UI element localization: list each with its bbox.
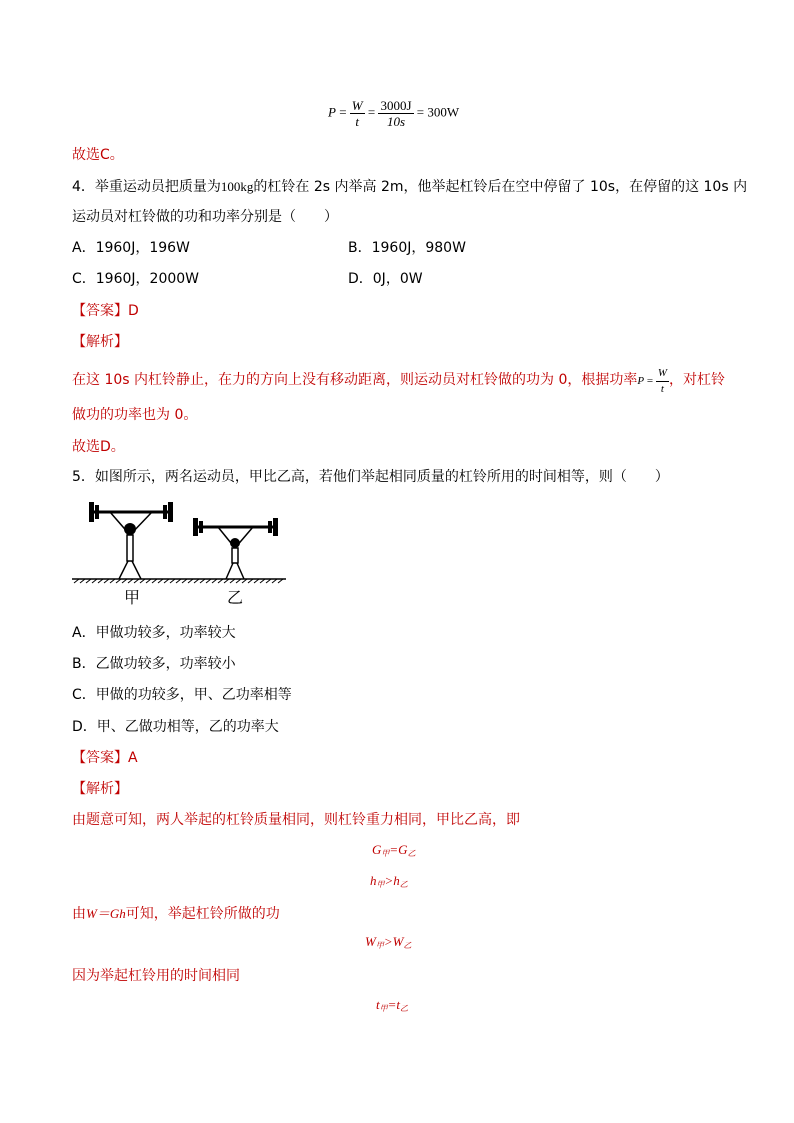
q5-analysis-line2: [72, 903, 280, 923]
q5-formula-h: [370, 873, 408, 890]
q5-formula-w: [365, 934, 411, 951]
formula-sub: 乙: [399, 880, 408, 889]
formula-var: t: [396, 997, 401, 1012]
q4-stem-line1: [72, 176, 747, 196]
q4-analysis-line1: [72, 366, 725, 397]
formula-op: =: [387, 997, 397, 1012]
label-yi: 乙: [227, 588, 244, 607]
q4-answer: 【答案】D: [72, 303, 139, 319]
q5-analysis-line1: 由题意可知，两人举起的杠铃质量相同，则杠铃重力相同，甲比乙高，即: [72, 812, 520, 828]
formula-var: G: [372, 842, 382, 857]
formula-eq: =: [644, 375, 656, 388]
formula-eq: =: [335, 104, 350, 120]
q4-conclusion: 故选D。: [72, 439, 125, 455]
formula-var: t: [376, 997, 380, 1012]
q4-stem-line2: 运动员对杠铃做的功和功率分别是（ ）: [72, 209, 338, 225]
formula-var: h: [393, 873, 400, 888]
power-formula-top: [328, 98, 459, 129]
q5-formula-t: [376, 997, 408, 1014]
formula-var: W: [365, 934, 376, 949]
q5-analysis-label: 【解析】: [72, 781, 128, 797]
q5-analysis-text: 可知，举起杠铃所做的功: [125, 906, 280, 922]
q5-analysis-line3: 因为举起杠铃用的时间相同: [72, 968, 240, 984]
q4-power-formula: [637, 367, 669, 395]
frac-den: t: [355, 114, 360, 129]
q5-answer: 【答案】A: [72, 750, 138, 766]
formula-sub: 甲: [379, 1004, 388, 1013]
formula-sub: 乙: [407, 849, 416, 858]
q5-analysis-text: 由: [72, 906, 86, 922]
formula-op: =: [389, 842, 399, 857]
weightlifters-figure: [72, 495, 288, 613]
q4-stem-part: 4．举重运动员把质量为: [72, 179, 221, 195]
fraction-w-over-t: [656, 366, 669, 397]
formula-sub: 甲: [375, 941, 384, 950]
formula-var: G: [398, 842, 408, 857]
work-formula: W＝Gh: [86, 906, 126, 921]
formula-sub: 甲: [376, 880, 385, 889]
q4-mass: 100kg: [220, 179, 254, 194]
formula-eq: =: [364, 104, 379, 120]
q4-analysis-text: 在这 10s 内杠铃静止，在力的方向上没有移动距离，则运动员对杠铃做的功为 0，根据功率: [72, 372, 638, 389]
formula-var: h: [370, 873, 377, 888]
formula-p: P: [328, 104, 336, 120]
formula-p: P: [637, 375, 645, 388]
frac-den: t: [660, 383, 664, 395]
q5-option-c: C．甲做的功较多，甲、乙功率相等: [72, 687, 292, 703]
q4-analysis-text: ，对杠铃: [669, 372, 725, 389]
q5-formula-g: [372, 842, 416, 859]
frac-num: W: [656, 366, 669, 382]
formula-var: W: [392, 934, 404, 949]
q5-stem: 5．如图所示，两名运动员，甲比乙高，若他们举起相同质量的杠铃所用的时间相等，则（ ）: [72, 469, 669, 485]
q4-option-c: C．1960J，2000W: [72, 271, 200, 287]
formula-op: >: [384, 873, 394, 888]
lifter-yi: [193, 518, 278, 579]
formula-sub: 甲: [381, 849, 390, 858]
lifter-jia: [89, 502, 173, 579]
formula-result: 300W: [427, 104, 460, 120]
q4-analysis-label: 【解析】: [72, 334, 128, 350]
fraction-3000-over-10: [378, 98, 413, 129]
q5-option-a: A．甲做功较多，功率较大: [72, 625, 236, 641]
frac-num: 3000J: [380, 98, 412, 113]
formula-op: >: [383, 934, 393, 949]
q5-option-b: B．乙做功较多，功率较小: [72, 656, 236, 672]
ground: [72, 579, 286, 583]
formula-sub: 乙: [400, 1004, 409, 1013]
label-jia: 甲: [124, 588, 141, 607]
fraction-w-over-t: [350, 98, 365, 129]
formula-sub: 乙: [403, 941, 412, 950]
frac-num: W: [351, 98, 363, 113]
q4-option-d: D．0J，0W: [348, 271, 423, 287]
q4-option-a: A．1960J，196W: [72, 240, 190, 256]
q4-stem-part: 的杠铃在 2s 内举高 2m，他举起杠铃后在空中停留了 10s，在停留的这 10s 内: [253, 179, 748, 195]
q3-conclusion: 故选C。: [72, 147, 124, 163]
frac-den: 10s: [386, 114, 406, 129]
q4-option-b: B．1960J，980W: [348, 240, 466, 256]
formula-eq: =: [413, 104, 428, 120]
q5-option-d: D．甲、乙做功相等，乙的功率大: [72, 719, 279, 735]
q4-analysis-line2: 做功的功率也为 0。: [72, 407, 198, 423]
